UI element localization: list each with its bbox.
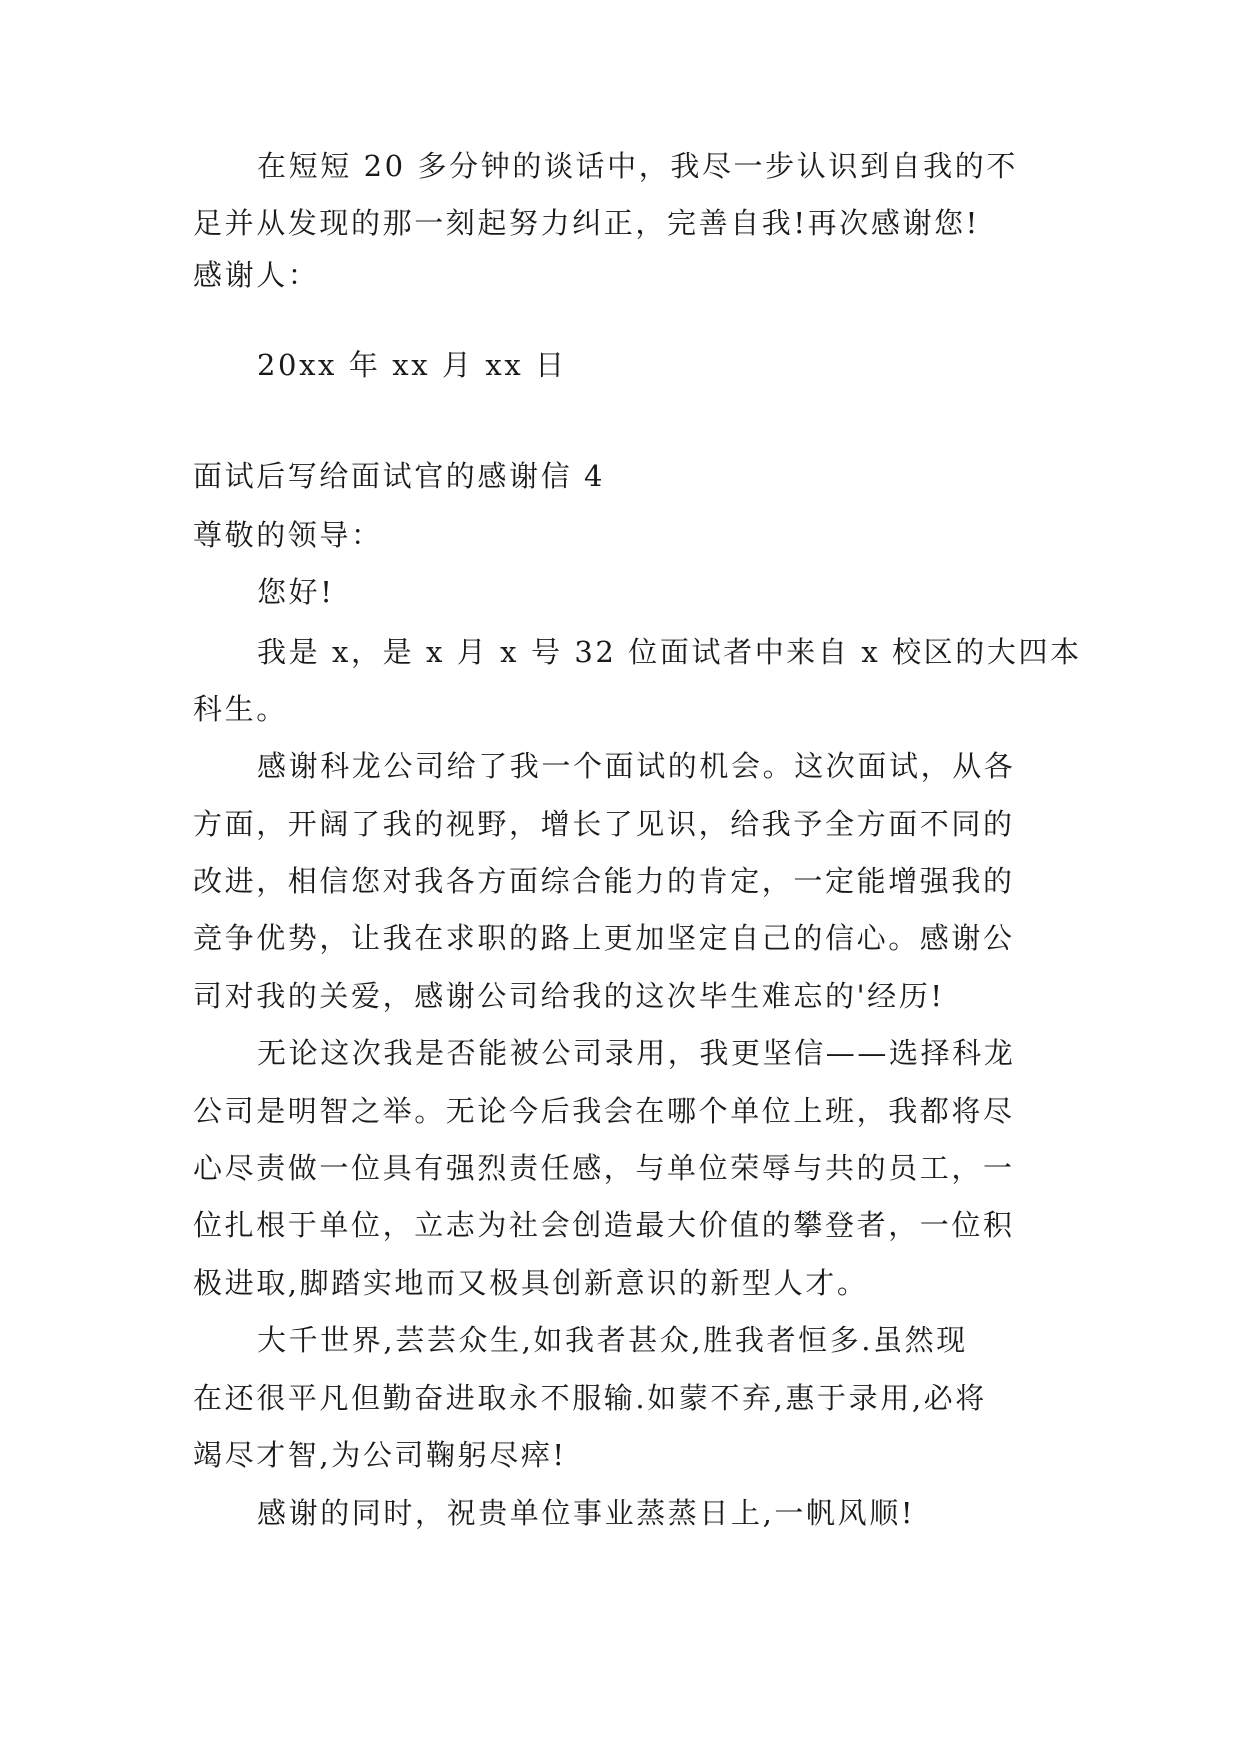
signer-label: 感谢人： (193, 258, 320, 292)
paragraph-thanks-line-4: 竞争优势，让我在求职的路上更加坚定自己的信心。感谢公 (193, 921, 1015, 955)
paragraph-thanks-line-2: 方面，开阔了我的视野，增长了见识，给我予全方面不同的 (193, 807, 1015, 841)
salutation: 尊敬的领导： (193, 518, 383, 552)
paragraph-world-line-1: 大千世界,芸芸众生,如我者甚众,胜我者恒多.虽然现 (257, 1323, 968, 1357)
paragraph-intro-line-1: 我是 x，是 x 月 x 号 32 位面试者中来自 x 校区的大四本 (257, 635, 1082, 669)
paragraph-intro-line-2: 科生。 (193, 692, 288, 726)
paragraph-commit-line-2: 公司是明智之举。无论今后我会在哪个单位上班，我都将尽 (193, 1094, 1015, 1128)
paragraph-commit-line-1: 无论这次我是否能被公司录用，我更坚信——选择科龙 (257, 1036, 1016, 1070)
paragraph-thanks-line-1: 感谢科龙公司给了我一个面试的机会。这次面试，从各 (257, 749, 1016, 783)
paragraph-commit-line-3: 心尽责做一位具有强烈责任感，与单位荣辱与共的员工，一 (193, 1151, 1015, 1185)
paragraph-talk-line-2: 足并从发现的那一刻起努力纠正，完善自我!再次感谢您! (193, 206, 980, 240)
letter-title: 面试后写给面试官的感谢信 4 (193, 459, 606, 493)
paragraph-talk-line-1: 在短短 20 多分钟的谈话中，我尽一步认识到自我的不 (257, 149, 1018, 183)
closing-line: 感谢的同时，祝贵单位事业蒸蒸日上,一帆风顺! (257, 1496, 916, 1530)
paragraph-world-line-2: 在还很平凡但勤奋进取永不服输.如蒙不弃,惠于录用,必将 (193, 1381, 987, 1415)
paragraph-commit-line-4: 位扎根于单位，立志为社会创造最大价值的攀登者，一位积 (193, 1208, 1015, 1242)
paragraph-thanks-line-3: 改进，相信您对我各方面综合能力的肯定，一定能增强我的 (193, 864, 1015, 898)
greeting: 您好! (257, 575, 335, 609)
paragraph-thanks-line-5: 司对我的关爱，感谢公司给我的这次毕生难忘的'经历! (193, 979, 945, 1013)
paragraph-commit-line-5: 极进取,脚踏实地而又极具创新意识的新型人才。 (193, 1266, 869, 1300)
date-line: 20xx 年 xx 月 xx 日 (257, 348, 567, 382)
paragraph-world-line-3: 竭尽才智,为公司鞠躬尽瘁! (193, 1438, 567, 1472)
